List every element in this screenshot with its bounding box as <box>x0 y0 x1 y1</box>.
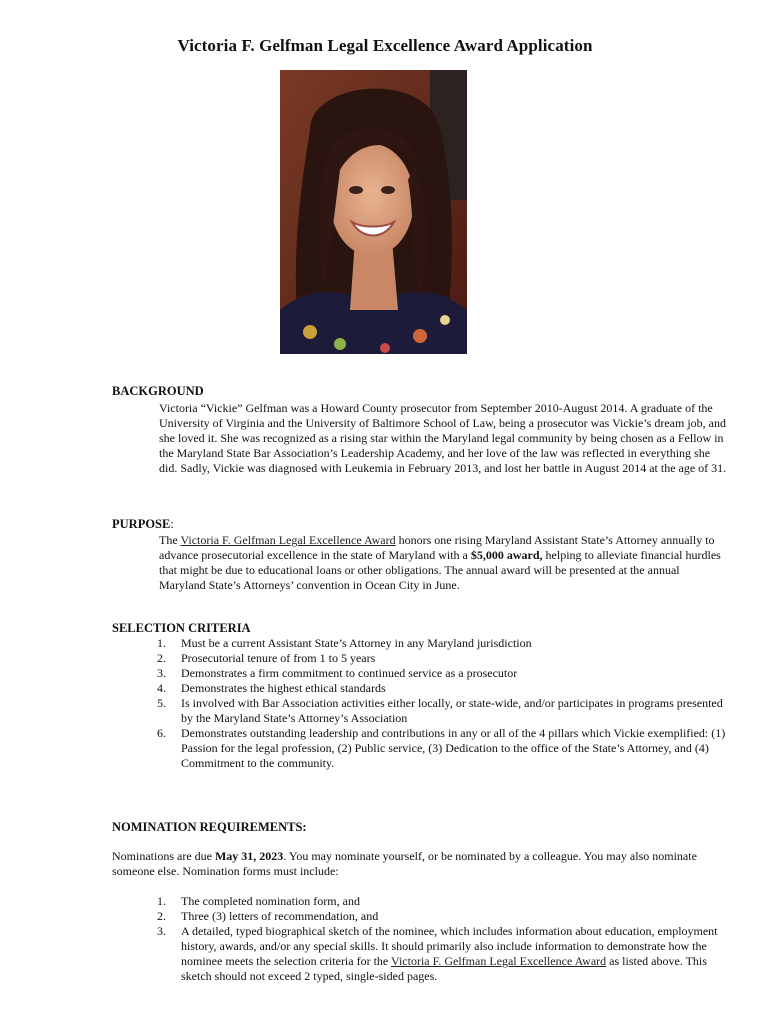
list-item-number: 3. <box>157 666 166 680</box>
list-item-number: 6. <box>157 726 166 740</box>
list-item-text: The completed nomination form, and <box>181 894 360 908</box>
portrait-photo <box>280 70 467 354</box>
nomination-intro-pre: Nominations are due <box>112 849 215 863</box>
list-item-text-post: as listed above. This sketch should not exceed 2 typed, single-sided pages. <box>181 954 707 983</box>
purpose-heading-label: PURPOSE <box>112 517 171 531</box>
list-item-text: Demonstrates outstanding leadership and contributions in any or all of the 4 pillars which Vickie exemplified: (1) Passion for the legal profession, (2) Public service, (3) Dedication to the office of the State’s Attorney, and (4) Commitment to the community. <box>181 726 726 770</box>
list-item-number: 3. <box>157 924 166 938</box>
list-item <box>150 681 730 696</box>
nomination-intro <box>112 849 712 879</box>
nomination-heading: NOMINATION REQUIREMENTS: <box>112 820 307 834</box>
list-item <box>150 726 730 771</box>
purpose-text-post: helping to alleviate financial hurdles that might be due to educational loans or other obligations. The annual award will be presented at the annual Maryland State’s Attorneys’ convention in Ocean City in June. <box>159 548 721 592</box>
document-title: Victoria F. Gelfman Legal Excellence Award Application <box>177 36 593 55</box>
list-item <box>150 636 730 651</box>
background-paragraph: Victoria “Vickie” Gelfman was a Howard County prosecutor from September 2010-August 2014. A graduate of the University of Virginia and the University of Baltimore School of Law, being a prosecutor was Vickie’s dream job, and she loved it. She was recognized as a rising star within the Maryland legal community by being chosen as a Fellow in the Maryland State Bar Association’s Leadership Academy, and her love of the law was reflected in everything she did. Sadly, Vickie was diagnosed with Leukemia in February 2013, and lost her battle in August 2014 at the age of 31. <box>159 401 727 475</box>
purpose-heading-colon: : <box>170 517 174 531</box>
nomination-requirements-list <box>150 894 730 984</box>
list-item <box>150 666 730 681</box>
list-item <box>150 696 730 726</box>
nomination-due-date: May 31, 2023 <box>214 849 284 863</box>
selection-criteria-heading: SELECTION CRITERIA <box>112 621 251 635</box>
purpose-text-mid: honors one rising Maryland Assistant State’s Attorney annually to advance prosecutorial excellence in the state of Maryland with a <box>159 533 715 562</box>
list-item <box>150 651 730 666</box>
list-item <box>150 924 730 984</box>
award-amount: $5,000 award, <box>470 548 543 562</box>
list-item-text: Is involved with Bar Association activities either locally, or state-wide, and/or participates in programs presented by the Maryland State’s Attorney’s Association <box>181 696 723 725</box>
list-item <box>150 894 730 909</box>
list-item-text: Prosecutorial tenure of from 1 to 5 years <box>181 651 376 665</box>
list-item-number: 4. <box>157 681 166 695</box>
list-item-number: 2. <box>157 651 166 665</box>
list-item <box>150 909 730 924</box>
list-item-text: Demonstrates a firm commitment to continued service as a prosecutor <box>181 666 518 680</box>
selection-criteria-list <box>150 636 730 771</box>
list-item-number: 1. <box>157 636 166 650</box>
purpose-heading <box>112 517 174 532</box>
purpose-paragraph <box>159 533 729 593</box>
purpose-text-pre: The <box>159 533 181 547</box>
list-item-text: Three (3) letters of recommendation, and <box>181 909 379 923</box>
list-item-text: Must be a current Assistant State’s Attorney in any Maryland jurisdiction <box>181 636 532 650</box>
list-item-text: Demonstrates the highest ethical standards <box>181 681 386 695</box>
award-link[interactable]: Victoria F. Gelfman Legal Excellence Award <box>180 533 396 547</box>
nomination-intro-post: . You may nominate yourself, or be nominated by a colleague. You may also nominate someone else. Nomination forms must include: <box>112 849 697 878</box>
list-item-number: 2. <box>157 909 166 923</box>
award-link[interactable]: Victoria F. Gelfman Legal Excellence Award <box>391 954 607 968</box>
list-item-number: 5. <box>157 696 166 710</box>
background-heading: BACKGROUND <box>112 384 204 398</box>
list-item-text-pre: A detailed, typed biographical sketch of the nominee, which includes information about education, employment history, awards, and/or any special skills. It should primarily also include information to demonstrate how the nominee meets the selection criteria for the <box>181 924 718 968</box>
list-item-number: 1. <box>157 894 166 908</box>
